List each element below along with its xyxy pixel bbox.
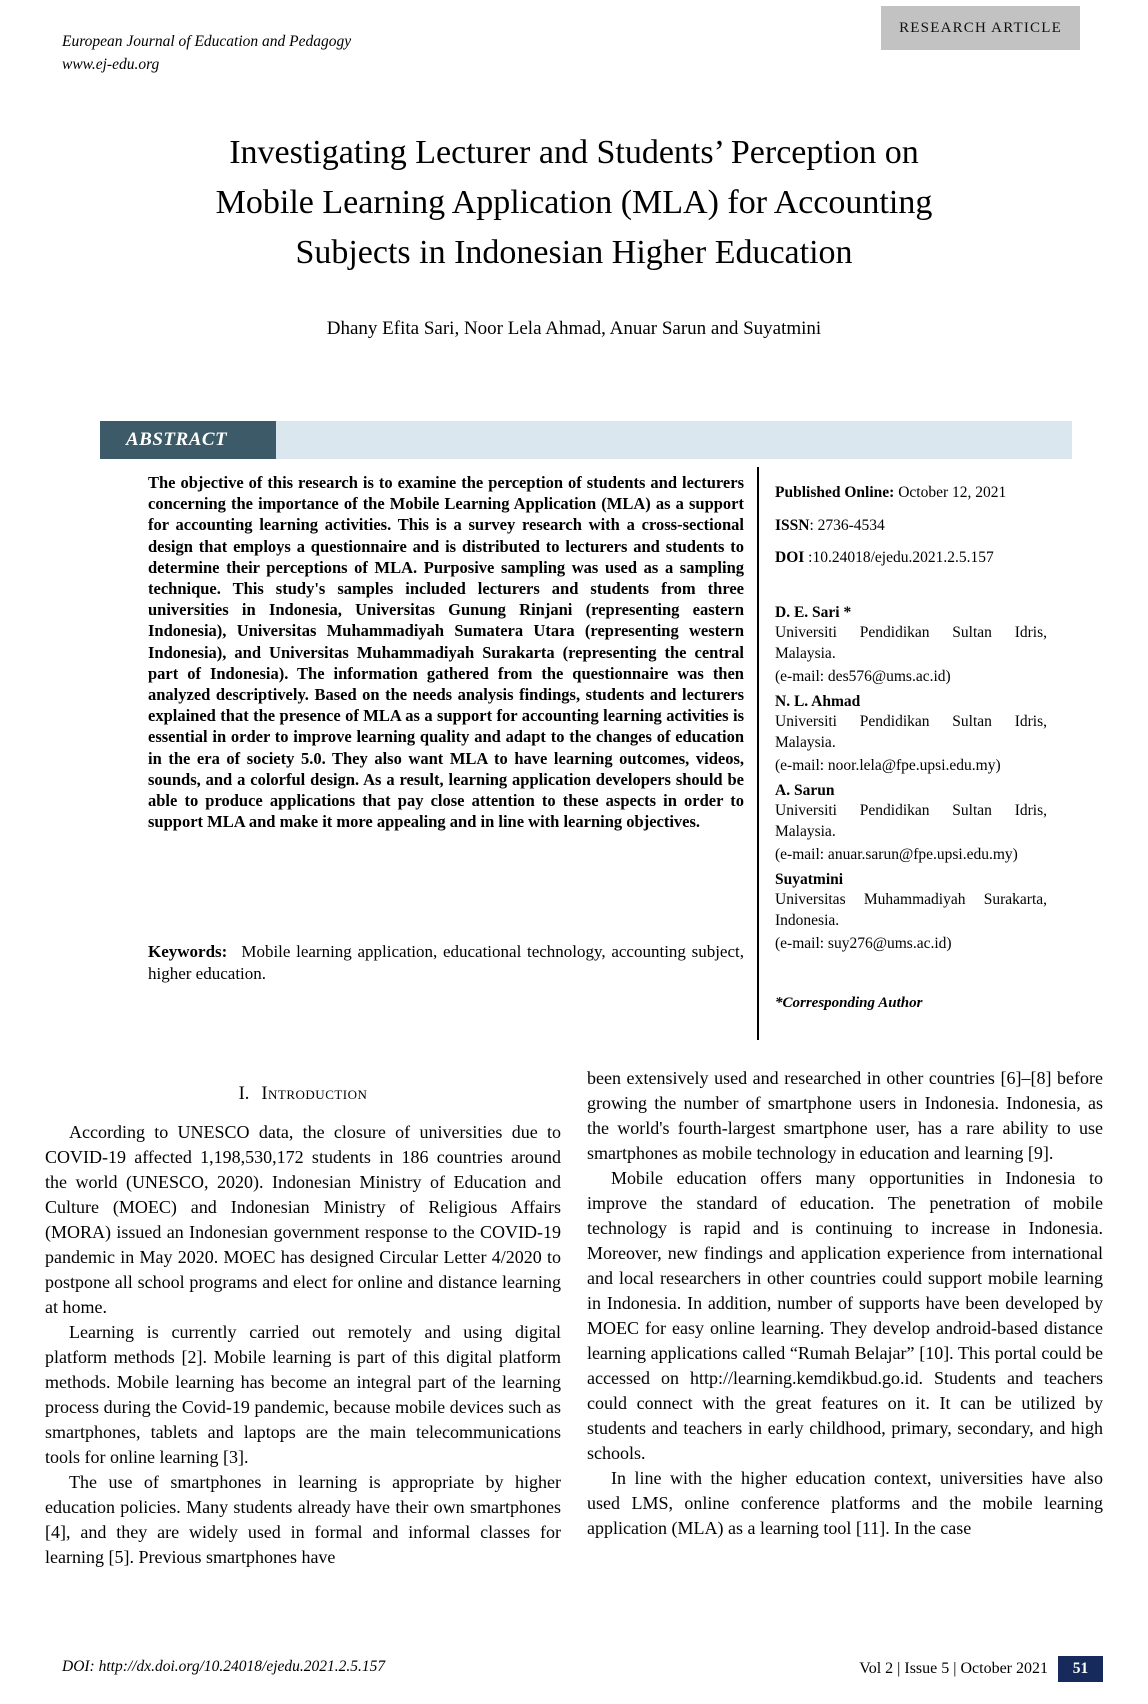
abstract-band xyxy=(100,421,1072,459)
abstract-heading: ABSTRACT xyxy=(100,421,276,459)
footer-doi: DOI: http://dx.doi.org/10.24018/ejedu.2021.2.5.157 xyxy=(62,1658,386,1675)
paper-title xyxy=(94,128,1054,278)
published-online xyxy=(775,483,1047,504)
doi-value: :10.24018/ejedu.2021.2.5.157 xyxy=(804,549,994,566)
body-column-left xyxy=(45,1082,561,1570)
author-block xyxy=(775,603,1047,688)
keywords-label: Keywords: xyxy=(148,942,228,961)
author-affiliation: Universiti Pendidikan Sultan Idris, Malaysia. xyxy=(775,713,1047,751)
author-block xyxy=(775,870,1047,955)
author-block xyxy=(775,692,1047,777)
author-email: (e-mail: des576@ums.ac.id) xyxy=(775,668,951,685)
issn xyxy=(775,516,1047,537)
corresponding-author-note: *Corresponding Author xyxy=(775,994,923,1011)
section-number: I. xyxy=(238,1084,250,1104)
article-meta-column xyxy=(775,483,1047,1013)
author-block xyxy=(775,781,1047,866)
author-email: (e-mail: suy276@ums.ac.id) xyxy=(775,935,952,952)
doi-label: DOI xyxy=(775,549,805,566)
issn-value: : 2736-4534 xyxy=(809,516,885,534)
author-name: Suyatmini xyxy=(775,870,844,888)
body-paragraph: The use of smartphones in learning is appropriate by higher education policies. Many students already have their own smartphones [4], and they are widely used in formal and informal classes for learning [5]. Previous smartphones have xyxy=(45,1472,561,1567)
keywords-block xyxy=(148,941,744,985)
published-online-label: Published Online: xyxy=(775,484,895,501)
paper-title-line-2: Mobile Learning Application (MLA) for Accounting xyxy=(215,184,933,221)
author-affiliation: Universitas Muhammadiyah Surakarta, Indonesia. xyxy=(775,891,1047,929)
published-online-value: October 12, 2021 xyxy=(894,484,1007,501)
keywords-text: Mobile learning application, educational technology, accounting subject, higher education. xyxy=(148,942,744,983)
author-affiliation: Universiti Pendidikan Sultan Idris, Malaysia. xyxy=(775,802,1047,840)
paper-title-line-3: Subjects in Indonesian Higher Education xyxy=(295,234,853,271)
body-paragraph: Learning is currently carried out remotely and using digital platform methods [2]. Mobile learning is part of this digital platform methods. Mobile learning has become an integral part of the learning process during the Covid-19 pandemic, because mobile devices such as smartphones, tablets and laptops are the main telecommunications tools for online learning [3]. xyxy=(45,1322,561,1467)
doi xyxy=(775,548,1047,569)
section-title: Introduction xyxy=(261,1084,368,1104)
vertical-divider xyxy=(757,467,759,1040)
section-heading-introduction xyxy=(45,1082,561,1107)
footer-issue: Vol 2 | Issue 5 | October 2021 xyxy=(859,1660,1048,1677)
author-name: N. L. Ahmad xyxy=(775,692,861,710)
body-paragraph: Mobile education offers many opportunities in Indonesia to improve the standard of education. The penetration of mobile technology is rapid and is continuing to increase in Indonesia. Moreover, new findings and application experience from international and local researchers in other countries could support mobile learning in Indonesia. In addition, number of supports have been developed by MOEC for easy online learning. They develop android-based distance learning applications called “Rumah Belajar” [10]. This portal could be accessed on http://learning.kemdikbud.go.id. Students and teachers could connect with the great features on it. It can be utilized by students and teachers in early childhood, primary, secondary, and high schools. xyxy=(587,1168,1103,1463)
authors-line: Dhany Efita Sari, Noor Lela Ahmad, Anuar Sarun and Suyatmini xyxy=(326,318,822,339)
body-paragraph: In line with the higher education context, universities have also used LMS, online conference platforms and the mobile learning application (MLA) as a learning tool [11]. In the case xyxy=(587,1468,1103,1538)
research-article-badge: RESEARCH ARTICLE xyxy=(881,6,1080,50)
body-paragraph: According to UNESCO data, the closure of universities due to COVID-19 affected 1,198,530,172 students in 186 countries around the world (UNESCO, 2020). Indonesian Ministry of Education and Culture (MOEC) and Indonesian Ministry of Religious Affairs (MORA) issued an Indonesian government response to the COVID-19 pandemic in May 2020. MOEC has designed Circular Letter 4/2020 to postpone all school programs and elect for online and distance learning at home. xyxy=(45,1122,561,1317)
footer-issue-block xyxy=(859,1656,1103,1682)
author-name: A. Sarun xyxy=(775,781,835,799)
author-email: (e-mail: noor.lela@fpe.upsi.edu.my) xyxy=(775,757,1001,774)
page-number-badge: 51 xyxy=(1058,1656,1103,1682)
body-column-right xyxy=(587,1066,1103,1541)
journal-name: European Journal of Education and Pedagogy xyxy=(62,33,352,50)
author-name: D. E. Sari * xyxy=(775,603,852,621)
body-paragraph: been extensively used and researched in other countries [6]–[8] before growing the number of smartphone users in Indonesia. Indonesia, as the world's fourth-largest smartphone user, has a rare ability to use smartphones as mobile technology in education and learning [9]. xyxy=(587,1068,1103,1163)
issn-label: ISSN xyxy=(775,516,810,534)
paper-title-line-1: Investigating Lecturer and Students’ Perception on xyxy=(229,134,919,171)
journal-header xyxy=(62,30,351,77)
author-affiliation: Universiti Pendidikan Sultan Idris, Malaysia. xyxy=(775,624,1047,662)
journal-url: www.ej-edu.org xyxy=(62,56,160,74)
abstract-body: The objective of this research is to examine the perception of students and lecturers concerning the importance of the Mobile Learning Application (MLA) as a support for accounting learning activities. This is a survey research with a cross-sectional design that employs a questionnaire and is distributed to lecturers and students to determine their perceptions of MLA. Purposive sampling was used as a sampling technique. This study's samples included lecturers and students from three universities in Indonesia, Universitas Gunung Rinjani (representing eastern Indonesia), Universitas Muhammadiyah Sumatera Utara (representing western Indonesia), and Universitas Muhammadiyah Surakarta (representing the central part of Indonesia). The information gathered from the questionnaire was then analyzed descriptively. Based on the needs analysis findings, students and lecturers explained that the presence of MLA as a support for accounting learning activities is essential in order to improve learning quality and adapt to the changes of education in the era of society 5.0. They also want MLA to have learning outcomes, videos, sounds, and a colorful design. As a result, learning application developers should be able to produce applications that pay close attention to these aspects in order to support MLA and make it more appealing and in line with learning objectives. xyxy=(148,473,744,832)
author-email: (e-mail: anuar.sarun@fpe.upsi.edu.my) xyxy=(775,846,1018,863)
